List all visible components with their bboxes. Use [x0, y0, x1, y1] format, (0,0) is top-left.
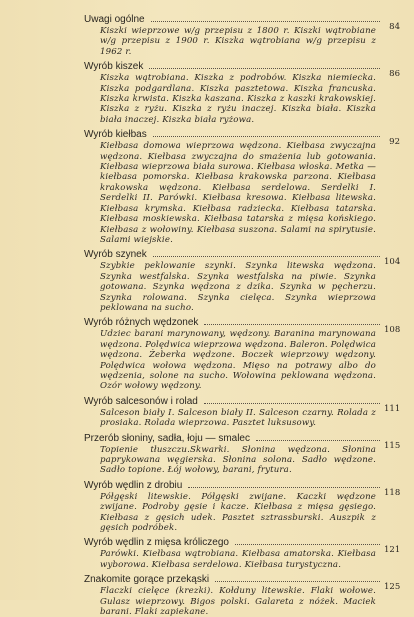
toc-heading-row — [84, 432, 401, 451]
toc-page-number: 84 — [389, 22, 400, 32]
toc-section-title: Wyrób różnych wędzonek — [84, 317, 199, 329]
toc-heading-row — [84, 249, 401, 268]
toc-section-contents: Kiełbasa domowa wieprzowa wędzona. Kiełbasa zwyczajna wędzona. Kiełbasa zwyczajna do smażenia lub gotowania. Kiełbasa wieprzowa biała surowa. Kiełbasa włoska. Metka — kiełbasa pomorska. Kiełbasa krakowska parzona. Kiełbasa krakowska wędzona. Kiełbasa serdelowa. Serdelki I. Serdelki II. Parówki. Kiełbasa kresowa. Kiełbasa litewska. Kiełbasa krymska. Kiełbasa radziecka. Kiełbasa tatarska. Kiełbasa moskiewska. Kiełbasa tatarska z mięsa końskiego. Kiełbasa z wołowiny. Kiełbasa suszona. Salami na spirytusie. Salami wiejskie. — [100, 141, 376, 245]
toc-section-title: Przerób słoniny, sadła, łoju — smalec — [84, 432, 250, 444]
toc-entry — [86, 396, 400, 429]
toc-section-contents: Kiszki wieprzowe w/g przepisu z 1800 r. Kiszki wątrobiane w/g przepisu z 1900 r. Kiszka wątrobiana w/g przepisu z 1962 r. — [100, 26, 376, 57]
toc-heading-row — [84, 574, 401, 593]
toc-heading-row — [84, 395, 401, 414]
toc-entry — [86, 129, 400, 245]
dot-leader — [215, 581, 380, 582]
toc-page-number: 121 — [384, 545, 401, 556]
toc-entry — [86, 537, 400, 570]
toc-page-number: 111 — [384, 403, 401, 414]
toc-section-contents: Szybkie peklowanie szynki. Szynka litewska wędzona. Szynka westfalska. Szynka westfalska na piwie. Szynka gotowana. Szynka wędzona z dzika. Szynka w pęcherzu. Szynka rolowana. Szynka cielęca. Szynka wieprzowa peklowana na sucho. — [100, 261, 376, 313]
toc-section-contents: Salceson biały I. Salceson biały II. Salceson czarny. Rolada z prosiaka. Rolada wieprzowa. Pasztet luksusowy. — [100, 407, 376, 429]
toc-page-number: 108 — [384, 325, 401, 336]
toc-entry — [86, 61, 400, 125]
toc-section-contents: Kiszka wątrobiana. Kiszka z podrobów. Kiszka niemiecka. Kiszka podgardlana. Kiszka pasztetowa. Kiszka francuska. Kiszka krwista. Kiszka kaszana. Kiszka z kaszki krakowskiej. Kiszka z ryżu. Kiszka z ryżu inaczej. Kiszka biała. Kiszka biała inaczej. Kiszka biała ryżowa. — [100, 73, 376, 125]
dot-leader — [204, 403, 380, 404]
toc-entry — [86, 317, 400, 391]
toc-section-contents: Topienie tłuszczu.Skwarki. Słonina wędzona. Słonina paprykowana węgierska. Słonina solona. Sadło wędzone. Sadło topione. Łój wołowy, barani, frytura. — [100, 444, 376, 476]
toc-section-title: Wyrób wędlin z drobiu — [84, 479, 183, 491]
dot-leader — [235, 544, 380, 545]
toc-page-number: 125 — [384, 582, 401, 593]
toc-entry — [86, 574, 400, 617]
dot-leader — [188, 487, 380, 488]
toc-entry — [86, 249, 400, 313]
toc-page-number: 92 — [389, 137, 400, 148]
toc-section-title: Znakomite gorące przekąski — [84, 574, 210, 586]
dot-leader — [149, 68, 380, 69]
toc-section-contents: Flaczki cielęce (krezki). Kołduny litewskie. Flaki wołowe. Gulasz wieprzowy. Bigos polski. Galareta z nóżek. Maciek barani. Flaki zapiekane. — [100, 586, 376, 617]
toc-page-number: 118 — [384, 487, 401, 498]
dot-leader — [204, 324, 380, 325]
dot-leader — [256, 440, 380, 441]
dot-leader — [151, 21, 380, 22]
toc-entry — [86, 480, 400, 534]
toc-page-number: 115 — [384, 440, 401, 451]
dot-leader — [153, 256, 380, 257]
toc-section-contents: Parówki. Kiełbasa wątrobiana. Kiełbasa amatorska. Kiełbasa wyborowa. Kiełbasa serdelowa. Kiełbasa turystyczna. — [100, 549, 376, 570]
toc-heading-row — [84, 129, 400, 148]
toc-page-number: 86 — [389, 69, 400, 80]
toc-heading-row — [84, 14, 400, 32]
toc-section-title: Wyrób salcesonów i rolad — [84, 395, 198, 407]
toc-section-title: Wyrób szynek — [84, 249, 147, 261]
toc-section-title: Wyrób kiszek — [84, 61, 144, 73]
toc-section-contents: Udziec barani marynowany, wędzony. Baranina marynowana wędzona. Polędwica wieprzowa wędzona. Baleron. Polędwica wędzona. Żeberka wędzone. Boczek wieprzowy wędzony. Polędwica wołowa wędzona. Mięso na potrawy albo do wędzenia, solone na sucho. Wołowina peklowana wędzona. Ozór wołowy wędzony. — [100, 329, 376, 392]
toc-heading-row — [84, 317, 401, 336]
toc-section-title: Wyrób wędlin z mięsa króliczego — [84, 537, 229, 549]
toc-page-number: 104 — [384, 257, 401, 268]
toc-entry — [86, 14, 400, 57]
toc-heading-row — [84, 61, 400, 80]
toc-heading-row — [84, 537, 401, 556]
dot-leader — [153, 136, 380, 137]
toc-heading-row — [84, 479, 401, 498]
toc-section-title: Uwagi ogólne — [84, 14, 145, 25]
toc-section-contents: Półgęski litewskie. Półgęski zwijane. Kaczki wędzone zwijane. Podroby gęsie i kacze. Kiełbasa z mięsa gęsiego. Kiełbasa z gęsich udek. Pasztet sztrassburski. Auszpik z gęsich podróbek. — [100, 491, 376, 534]
toc-entry — [86, 433, 400, 476]
toc-section-title: Wyrób kiełbas — [84, 129, 147, 141]
